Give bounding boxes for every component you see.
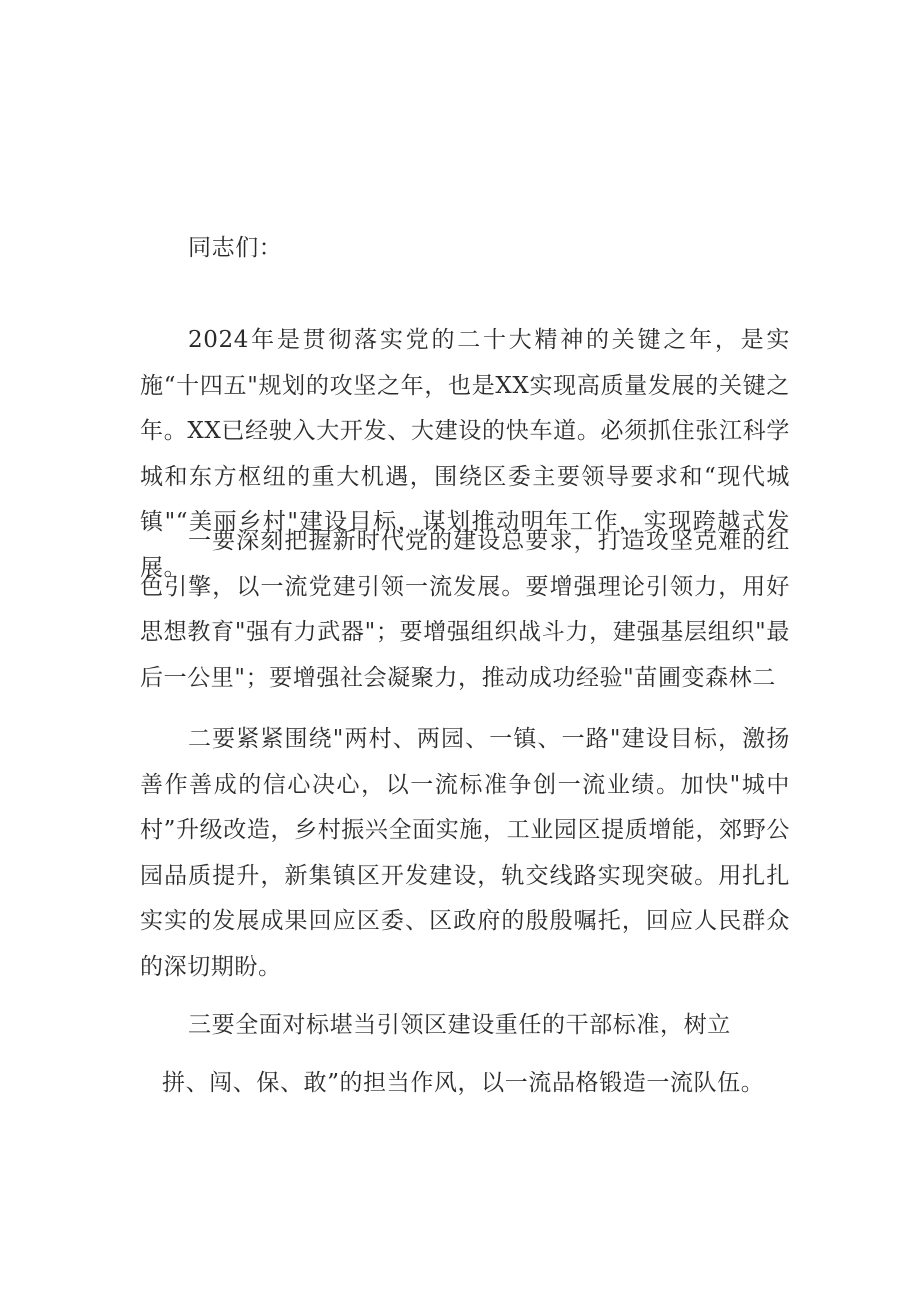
- salutation: 同志们：: [188, 235, 283, 261]
- paragraph-intro: 2024年是贯彻落实党的二十大精神的关键之年，是实施“十四五"规划的攻坚之年，也是XX实现高质量发展的关键之年。XX已经驶入大开发、大建设的快车道。必须抓住张江科学城和东方枢纽的重大机遇，围绕区委主要领导要求和“现代城镇"“美丽乡村"建设目标，谋划推动明年工作，实现跨越式发展。: [140, 327, 790, 581]
- paragraph-point-three: 三要全面对标堪当引领区建设重任的干部标准，树立: [188, 1012, 731, 1038]
- paragraph-point-three-continued: 拼、闯、保、敢”的担当作风，以一流品格锻造一流队伍。: [162, 1070, 765, 1096]
- paragraph-point-two: 二要紧紧围绕"两村、两园、一镇、一路"建设目标，激扬善作善成的信心决心，以一流标准争创一流业绩。加快"城中村”升级改造，乡村振兴全面实施，工业园区提质增能，郊野公园品质提升，新集镇区开发建设，轨交线路实现突破。用扎扎实实的发展成果回应区委、区政府的殷殷嘱托，回应人民群众的深切期盼。: [140, 726, 790, 980]
- paragraph-point-one: 一要深刻把握新时代党的建设总要求，打造攻坚克难的红色引擎，以一流党建引领一流发展。要增强理论引领力，用好思想教育"强有力武器"；要增强组织战斗力，建强基层组织"最后一公里"；要增强社会凝聚力，推动成功经验"苗圃变森林二: [140, 528, 790, 691]
